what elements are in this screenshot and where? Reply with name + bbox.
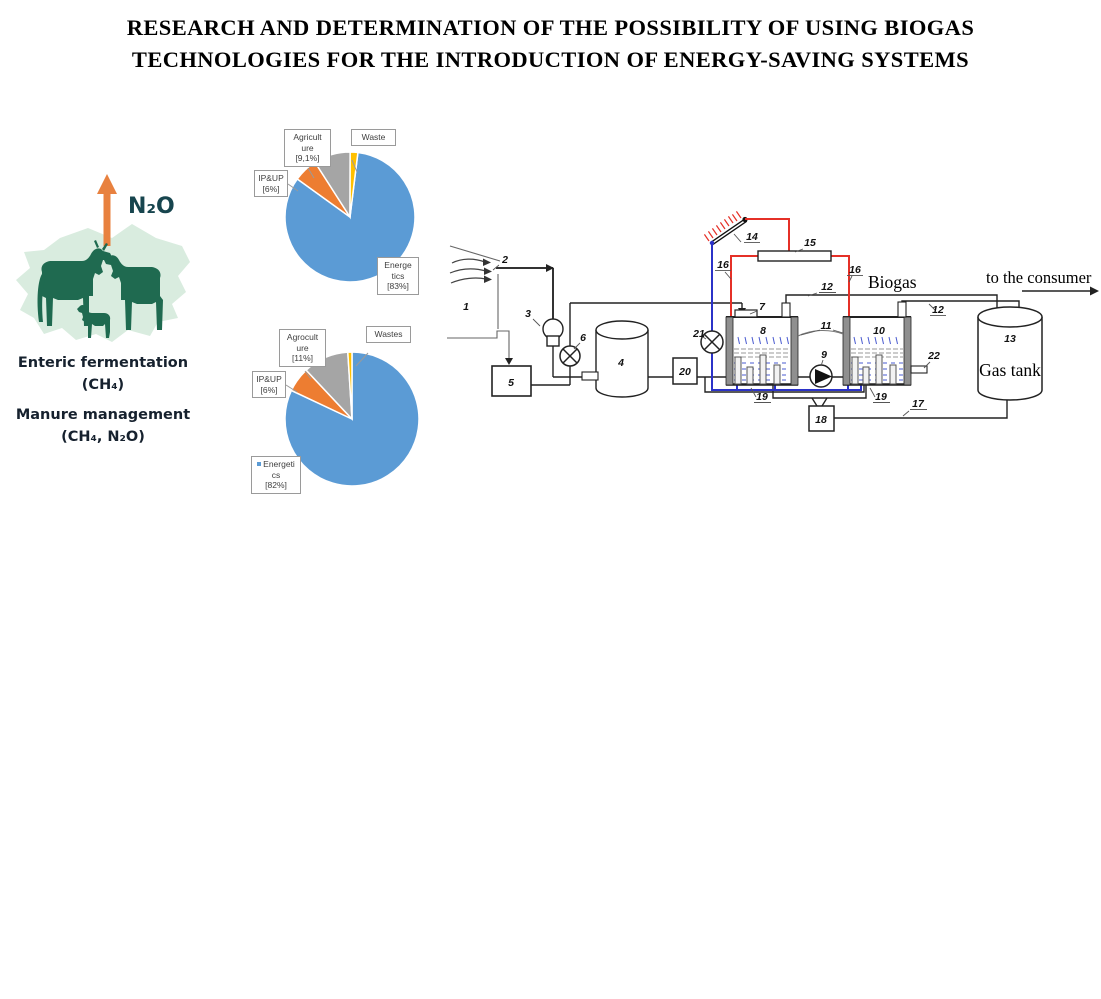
callout-wastes: Wastes (366, 326, 411, 343)
n2o-gas-label: N₂O (128, 194, 175, 219)
callout-energetics: Energe tics [83%] (377, 257, 419, 295)
callout-energetics-2: Energeti cs [82%] (251, 456, 301, 494)
label-component-1: 1 (463, 301, 469, 313)
caption-ch4: (CH₄) (81, 377, 125, 393)
legend-marker-energetics (257, 462, 261, 466)
inflow-arrows (450, 259, 486, 283)
label-component-19b: 19 (875, 391, 887, 403)
callout-agriculture: Agricult ure [9,1%] (284, 129, 331, 167)
title-line-2: TECHNOLOGIES FOR THE INTRODUCTION OF ENERGY-SAVING SYSTEMS (131, 47, 970, 72)
callout-ipup-2: IP&UP [6%] (252, 371, 286, 398)
label-component-22: 22 (928, 350, 940, 362)
label-component-15: 15 (804, 237, 816, 249)
heating-elements-1 (735, 355, 780, 384)
label-component-16a: 16 (717, 259, 729, 271)
hydraulic-seal (543, 319, 563, 346)
callout-agroculture: Agrocult ure [11%] (279, 329, 326, 367)
caption-manure: Manure management (15, 407, 191, 423)
label-component-20: 20 (679, 366, 691, 378)
valve-6 (560, 346, 580, 366)
to-consumer-label: to the consumer (986, 268, 1092, 287)
pump (810, 365, 832, 387)
label-component-16b: 16 (849, 264, 861, 276)
label-component-5: 5 (508, 377, 514, 389)
emissions-captions (8, 352, 198, 448)
caption-enteric: Enteric fermentation (17, 355, 189, 371)
label-component-2: 2 (502, 254, 508, 266)
inflow-arrowheads (483, 259, 492, 284)
label-component-11: 11 (820, 320, 832, 332)
mixing-tank (582, 321, 648, 397)
label-component-14: 14 (746, 231, 758, 243)
digester-tank-2 (843, 302, 927, 385)
digester-tank-1 (726, 303, 798, 385)
loading-hatch (735, 310, 757, 317)
label-component-6: 6 (580, 332, 586, 344)
label-component-18: 18 (815, 414, 827, 426)
label-component-17: 17 (912, 398, 924, 410)
label-component-10: 10 (873, 325, 885, 337)
biogas-plant-schematic (440, 195, 1101, 465)
label-component-4: 4 (618, 357, 624, 369)
gas-tank-label: Gas tank (979, 360, 1041, 380)
caption-ch4-n2o: (CH₄, N₂O) (61, 429, 145, 445)
label-component-9: 9 (821, 349, 827, 361)
callout-waste: Waste (351, 129, 396, 146)
poster-title (0, 12, 1101, 76)
callout-ipup: IP&UP [6%] (254, 170, 288, 197)
emissions-illustration (10, 160, 210, 355)
label-component-12b: 12 (932, 304, 944, 316)
solar-collector (704, 211, 747, 245)
heat-exchanger (758, 251, 831, 261)
gas-outlet-stub-1 (782, 303, 790, 317)
biogas-label: Biogas (868, 272, 917, 292)
label-component-21: 21 (693, 328, 705, 340)
heating-elements-2 (852, 355, 896, 384)
label-component-3: 3 (525, 308, 531, 320)
label-component-8: 8 (760, 325, 766, 337)
title-line-1: RESEARCH AND DETERMINATION OF THE POSSIBILITY OF USING BIOGAS (126, 15, 975, 40)
label-component-19a: 19 (756, 391, 768, 403)
gas-tank (978, 307, 1042, 400)
gas-outlet-stub-2 (898, 302, 906, 317)
label-component-13: 13 (1004, 333, 1016, 345)
label-component-12a: 12 (821, 281, 833, 293)
label-component-7: 7 (759, 301, 765, 313)
